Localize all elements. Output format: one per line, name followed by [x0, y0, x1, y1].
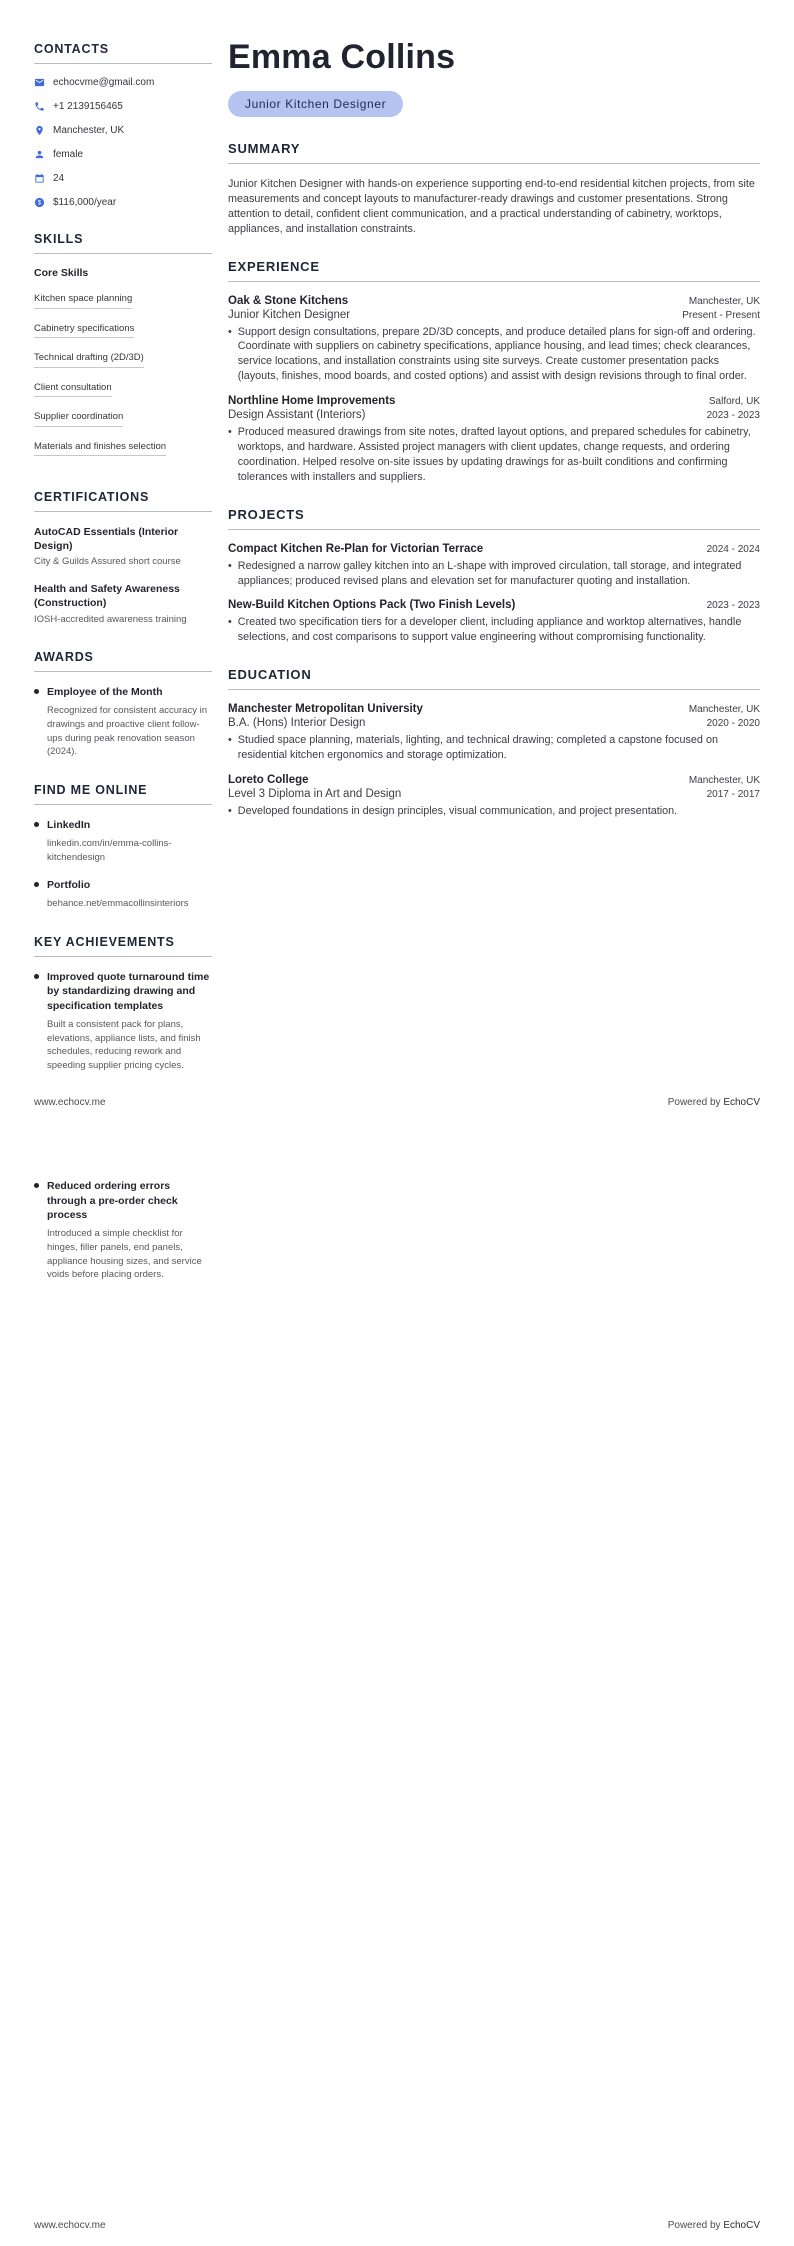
online-profile-linkedin: [34, 818, 212, 864]
sidebar-continued: [34, 1179, 212, 1306]
main-column-empty: [228, 1179, 760, 1306]
contact-email: [34, 77, 212, 88]
certification-item: [34, 582, 212, 626]
education-heading: EDUCATION: [228, 667, 760, 690]
education-entry: [228, 774, 760, 819]
linkedin-label: LinkedIn: [47, 819, 91, 832]
contact-salary: [34, 197, 212, 208]
footer-powered-prefix: Powered by: [667, 2220, 721, 2231]
footer-powered-by: [668, 2220, 760, 2231]
bullet-dot-icon: [34, 689, 39, 694]
school-name: Loreto College: [228, 774, 309, 787]
achievement-item: [34, 1179, 212, 1282]
portfolio-url[interactable]: behance.net/emmacollinsinteriors: [47, 897, 189, 909]
certifications-heading: CERTIFICATIONS: [34, 490, 212, 512]
role-title: Design Assistant (Interiors): [228, 409, 366, 422]
contact-age: [34, 173, 212, 184]
contacts-section: [34, 42, 212, 208]
summary-section: [228, 141, 760, 237]
find-me-online-section: [34, 783, 212, 911]
portfolio-label: Portfolio: [47, 879, 91, 892]
experience-section: [228, 259, 760, 485]
project-entry: [228, 599, 760, 645]
certification-title: Health and Safety Awareness (Construction): [34, 583, 180, 610]
projects-heading: PROJECTS: [228, 507, 760, 530]
footer-powered-prefix: Powered by: [667, 1097, 721, 1108]
company-location: Manchester, UK: [688, 295, 760, 307]
footer-brand: EchoCV: [723, 2220, 760, 2231]
skill-tag: Materials and finishes selection: [34, 442, 166, 457]
project-dates: 2023 - 2023: [706, 600, 760, 612]
contact-phone: [34, 101, 212, 112]
bullet-dot-icon: [34, 882, 39, 887]
page-2-body: [0, 1123, 794, 1306]
skills-list: [34, 289, 212, 466]
key-achievements-continued: [34, 1179, 212, 1282]
find-me-online-heading: FIND ME ONLINE: [34, 783, 212, 805]
footer-powered-by: [668, 1097, 760, 1108]
contact-age-value: 24: [53, 173, 65, 184]
education-bullet: • Developed foundations in design principles, visual communication, and project presentation.: [228, 804, 760, 819]
location-icon: [34, 125, 45, 136]
degree-dates: 2017 - 2017: [706, 789, 760, 801]
email-icon: [34, 77, 45, 88]
role-dates: 2023 - 2023: [706, 410, 760, 422]
achievement-title: Improved quote turnaround time by standardizing drawing and specification templates: [47, 970, 210, 1013]
skill-tag: Kitchen space planning: [34, 294, 132, 309]
project-entry: [228, 543, 760, 589]
page-2-footer: [34, 2220, 760, 2231]
key-achievements-heading: KEY ACHIEVEMENTS: [34, 935, 212, 957]
page-1-body: [0, 0, 794, 1097]
education-bullet: • Studied space planning, materials, lighting, and technical drawing; completed a capstone focused on residential kitchen ergonomics and storage optimization.: [228, 733, 760, 763]
cv-page-2: [0, 1123, 794, 2246]
summary-text: Junior Kitchen Designer with hands-on experience supporting end-to-end residential kitchen projects, from site measurements and concept layouts to manufacturer-ready drawings and customer presentations. Strong attention to detail, confident client communication, and a practical understanding of cabinetry, worktops, appliances, and installation constraints.: [228, 178, 755, 235]
skills-section: [34, 232, 212, 466]
contact-phone-value: +1 2139156465: [53, 101, 123, 112]
experience-bullet: • Support design consultations, prepare 2D/3D concepts, and produce detailed plans for sign-off and ordering. Coordinate with suppliers on cabinetry specifications, appliance housing, and lead times; check clearances, service locations, and installation constraints using site surveys. Create customer presentation packs (layouts, finishes, mood boards, and costed options) and assist with design revisions through to final order.: [228, 325, 760, 385]
project-title: Compact Kitchen Re-Plan for Victorian Terrace: [228, 542, 484, 555]
achievement-item: [34, 970, 212, 1073]
certifications-section: [34, 490, 212, 626]
degree-title: B.A. (Hons) Interior Design: [228, 717, 366, 730]
experience-bullet: • Produced measured drawings from site notes, drafted layout options, and prepared schedules for cabinetry, worktops, and hardware. Assisted project managers with client updates, change requests, and ordering coordination. Helped resolve on-site issues by updating drawings for as-built conditions and confirming tolerances with installers and suppliers.: [228, 425, 760, 485]
contact-salary-value: $116,000/year: [53, 197, 117, 208]
skill-tag: Technical drafting (2D/3D): [34, 353, 144, 368]
education-entry: [228, 703, 760, 763]
skill-tag: Supplier coordination: [34, 412, 123, 427]
footer-url[interactable]: www.echocv.me: [34, 2220, 106, 2231]
awards-section: [34, 650, 212, 759]
school-location: Manchester, UK: [688, 775, 760, 787]
company-name: Oak & Stone Kitchens: [228, 294, 349, 307]
award-description: Recognized for consistent accuracy in drawings and proactive client follow-ups during peak renovation season (2024).: [47, 705, 207, 758]
award-item: [34, 685, 212, 759]
page-1-footer: [34, 1097, 760, 1108]
company-name: Northline Home Improvements: [228, 395, 396, 408]
project-dates: 2024 - 2024: [706, 543, 760, 555]
bullet-dot-icon: [34, 1183, 39, 1188]
sidebar: [34, 42, 212, 1097]
achievement-title: Reduced ordering errors through a pre-order check process: [47, 1180, 178, 1222]
experience-entry: [228, 295, 760, 385]
contact-location: [34, 125, 212, 136]
svg-text:$: $: [37, 200, 42, 207]
certification-subtitle: City & Guilds Assured short course: [34, 556, 181, 568]
footer-brand: EchoCV: [723, 1097, 760, 1108]
project-title: New-Build Kitchen Options Pack (Two Finish Levels): [228, 599, 516, 612]
project-bullet: • Redesigned a narrow galley kitchen into an L-shape with improved circulation, tall storage, and integrated appliances; produced revised plans and elevation set for manufacturer quoting and installation.: [228, 559, 760, 589]
skill-tag: Client consultation: [34, 383, 112, 398]
bullet-dot-icon: [34, 974, 39, 979]
contact-gender: [34, 149, 212, 160]
degree-title: Level 3 Diploma in Art and Design: [228, 788, 402, 801]
achievement-description: Introduced a simple checklist for hinges, filler panels, end panels, appliance housing sizes, and service voids before placing orders.: [47, 1228, 202, 1281]
key-achievements-section: [34, 935, 212, 1073]
candidate-name: Emma Collins: [228, 38, 456, 76]
contact-email-value: echocvme@gmail.com: [53, 77, 155, 88]
experience-heading: EXPERIENCE: [228, 259, 760, 282]
summary-heading: SUMMARY: [228, 141, 760, 164]
role-title: Junior Kitchen Designer: [228, 308, 351, 321]
phone-icon: [34, 101, 45, 112]
school-name: Manchester Metropolitan University: [228, 703, 423, 716]
footer-url[interactable]: www.echocv.me: [34, 1097, 106, 1108]
project-bullet: • Created two specification tiers for a developer client, including appliance and worktop alternatives, handle selections, and cost comparisons to support value engineering without compromising functionality.: [228, 615, 760, 645]
certification-title: AutoCAD Essentials (Interior Design): [34, 526, 179, 553]
skills-heading: SKILLS: [34, 232, 212, 254]
contacts-heading: CONTACTS: [34, 42, 212, 64]
projects-section: [228, 507, 760, 646]
certification-subtitle: IOSH-accredited awareness training: [34, 613, 187, 625]
degree-dates: 2020 - 2020: [706, 718, 760, 730]
skills-group-title: Core Skills: [34, 267, 89, 279]
experience-entry: [228, 395, 760, 485]
education-section: [228, 667, 760, 819]
achievement-description: Built a consistent pack for plans, elevations, appliance lists, and finish schedules, reducing rework and speeding supplier pricing cycles.: [47, 1018, 201, 1072]
salary-icon: [34, 197, 45, 208]
contact-gender-value: female: [53, 149, 84, 160]
school-location: Manchester, UK: [688, 704, 760, 716]
bullet-dot-icon: [34, 822, 39, 827]
award-title: Employee of the Month: [47, 686, 163, 699]
linkedin-url[interactable]: linkedin.com/in/emma-collins-kitchendesign: [47, 837, 172, 863]
person-icon: [34, 149, 45, 160]
online-profile-portfolio: [34, 878, 212, 910]
calendar-icon: [34, 173, 45, 184]
skill-tag: Cabinetry specifications: [34, 324, 134, 339]
awards-heading: AWARDS: [34, 650, 212, 672]
job-title-badge: Junior Kitchen Designer: [228, 91, 403, 117]
role-dates: Present - Present: [682, 309, 760, 321]
main-column: [228, 38, 760, 1097]
certification-item: [34, 525, 212, 569]
company-location: Salford, UK: [708, 396, 760, 408]
contact-location-value: Manchester, UK: [53, 125, 125, 136]
